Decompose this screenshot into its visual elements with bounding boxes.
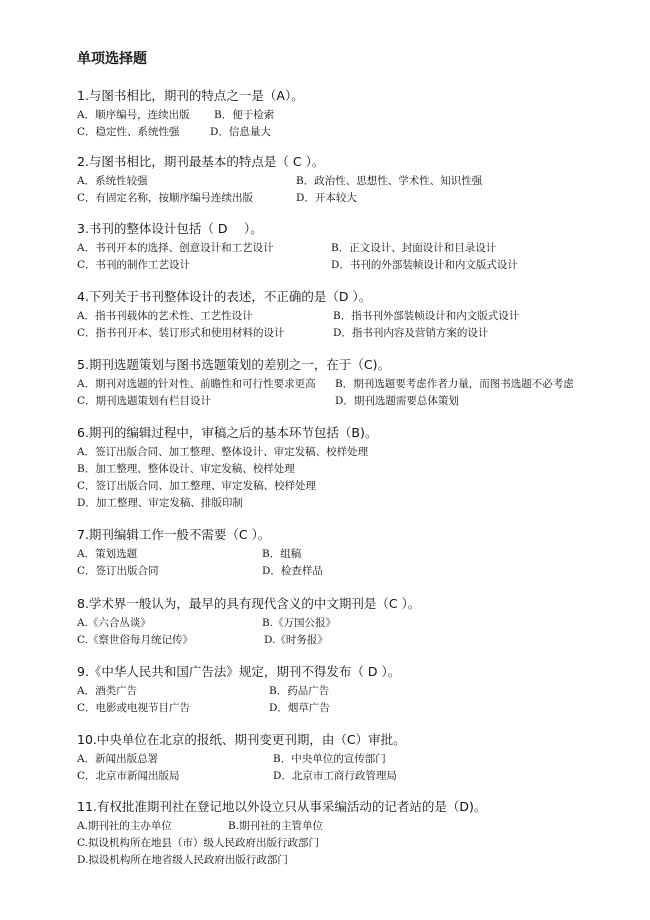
question-7	[77, 526, 637, 580]
question-6	[77, 424, 637, 512]
option-b: B．中央单位的宣传部门	[273, 753, 386, 765]
option-row	[77, 768, 637, 785]
option-row	[77, 124, 637, 141]
option-row	[77, 751, 637, 768]
option-c: C．指书刊开本、装订形式和使用材料的设计	[77, 327, 285, 339]
question-stem: 7.期刊编辑工作一般不需要（C ）。	[77, 527, 271, 542]
option-c: C.拟设机构所在地县（市）级人民政府出版行政部门	[77, 837, 319, 849]
option-b: B．政治性、思想性、学术性、知识性强	[296, 175, 483, 187]
question-4	[77, 288, 637, 342]
question-1	[77, 87, 637, 141]
question-stem: 6.期刊的编辑过程中，审稿之后的基本环节包括（B)。	[77, 425, 378, 440]
question-10	[77, 731, 637, 785]
option-row	[77, 107, 637, 124]
option-c: C．电影或电视节目广告	[77, 702, 191, 714]
option-d: D．书刊的外部装帧设计和内文版式设计	[331, 259, 518, 271]
option-row	[77, 495, 637, 512]
question-5	[77, 356, 637, 410]
option-b: B.期刊社的主管单位	[228, 820, 324, 832]
option-a: A．系统性较强	[77, 175, 148, 187]
question-stem: 3.书刊的整体设计包括（ D ）。	[77, 221, 263, 236]
section-title: 单项选择题	[77, 51, 147, 67]
option-b: B．指书刊外部装帧设计和内文版式设计	[333, 310, 520, 322]
option-row	[77, 563, 637, 580]
option-row	[77, 700, 637, 717]
option-a: A．签订出版合同、加工整理、整体设计、审定发稿、校样处理	[77, 446, 369, 458]
option-row	[77, 376, 637, 393]
option-row	[77, 173, 637, 190]
option-d: D．加工整理、审定发稿、排版印制	[77, 497, 243, 509]
option-row	[77, 852, 637, 869]
option-row	[77, 818, 637, 835]
option-c: C．稳定性、系统性强	[77, 126, 180, 138]
question-stem: 2.与图书相比，期刊最基本的特点是（ C ）。	[77, 154, 325, 169]
option-c: C．期刊选题策划有栏目设计	[77, 395, 212, 407]
option-d: D．检查样品	[262, 565, 323, 577]
option-d: D．信息量大	[210, 126, 271, 138]
option-c: C.《察世俗每月统记传》	[77, 634, 193, 646]
option-row	[77, 190, 637, 207]
option-b: B.《万国公报》	[262, 617, 337, 629]
option-d: D．开本较大	[296, 192, 357, 204]
option-c: C．书刊的制作工艺设计	[77, 259, 191, 271]
option-a: A．酒类广告	[77, 685, 138, 697]
option-row	[77, 546, 637, 563]
option-a: A．新闻出版总署	[77, 753, 159, 765]
option-row	[77, 615, 637, 632]
option-row	[77, 461, 637, 478]
question-11	[77, 798, 637, 869]
question-stem: 10.中央单位在北京的报纸、期刊变更刊期，由（C）审批。	[77, 732, 406, 747]
question-stem: 9.《中华人民共和国广告法》规定，期刊不得发布（ D ）。	[77, 664, 401, 679]
question-2	[77, 153, 637, 207]
option-row	[77, 478, 637, 495]
option-d: D．北京市工商行政管理局	[273, 770, 397, 782]
option-a: A.《六合丛谈》	[77, 617, 151, 629]
question-8	[77, 595, 637, 649]
option-d: D.《时务报》	[264, 634, 328, 646]
option-b: B．加工整理、整体设计、审定发稿、校样处理	[77, 463, 295, 475]
option-a: A．期刊对选题的针对性、前瞻性和可行性要求更高	[77, 378, 316, 390]
option-row	[77, 325, 637, 342]
option-a: A．指书刊载体的艺术性、工艺性设计	[77, 310, 253, 322]
question-stem: 4.下列关于书刊整体设计的表述，不正确的是（D ）。	[77, 289, 372, 304]
option-a: A．策划选题	[77, 548, 138, 560]
option-row	[77, 683, 637, 700]
question-stem: 8.学术界一般认为，最早的具有现代含义的中文期刊是（C ）。	[77, 596, 421, 611]
question-stem: 11.有权批准期刊社在登记地以外设立只从事采编活动的记者站的是（D)。	[77, 799, 487, 814]
option-row	[77, 632, 637, 649]
option-a: A．书刊开本的选择、创意设计和工艺设计	[77, 242, 274, 254]
option-d: D．指书刊内容及营销方案的设计	[333, 327, 489, 339]
question-9	[77, 663, 637, 717]
option-c: C．签订出版合同、加工整理、审定发稿、校样处理	[77, 480, 317, 492]
question-3	[77, 220, 637, 274]
option-b: B．组稿	[262, 548, 302, 560]
option-d: D.拟设机构所在地省级人民政府出版行政部门	[77, 854, 288, 866]
option-b: B．便于检索	[214, 109, 275, 121]
option-d: D．烟草广告	[269, 702, 330, 714]
option-row	[77, 308, 637, 325]
option-b: B．期刊选题要考虑作者力量，而图书选题不必考虑	[335, 378, 574, 390]
option-row	[77, 835, 637, 852]
option-row	[77, 257, 637, 274]
question-stem: 1.与图书相比，期刊的特点之一是（A）。	[77, 88, 304, 103]
option-row	[77, 444, 637, 461]
option-row	[77, 240, 637, 257]
question-stem: 5.期刊选题策划与图书选题策划的差别之一，在于（C)。	[77, 357, 391, 372]
option-c: C．北京市新闻出版局	[77, 770, 180, 782]
option-c: C．有固定名称，按顺序编号连续出版	[77, 192, 254, 204]
option-a: A.期刊社的主办单位	[77, 820, 172, 832]
option-c: C．签订出版合同	[77, 565, 159, 577]
option-a: A．顺序编号，连续出版	[77, 109, 190, 121]
option-d: D．期刊选题需要总体策划	[335, 395, 459, 407]
option-b: B．药品广告	[269, 685, 330, 697]
option-row	[77, 393, 637, 410]
option-b: B．正文设计、封面设计和目录设计	[331, 242, 497, 254]
